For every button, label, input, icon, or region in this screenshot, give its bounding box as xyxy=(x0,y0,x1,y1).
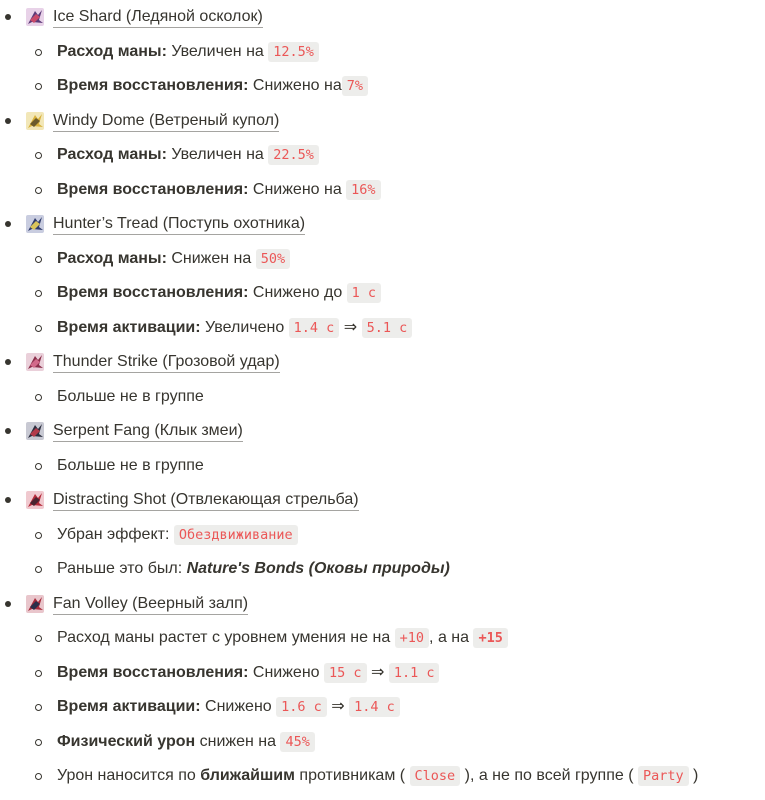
change-label: Время активации: xyxy=(57,318,201,336)
skill-item xyxy=(0,104,765,139)
bullet-circle xyxy=(35,635,42,642)
bullet-disc xyxy=(5,14,11,20)
bullet-disc xyxy=(5,118,11,124)
inline-code: 45% xyxy=(280,732,314,752)
skill-title-link[interactable]: Thunder Strike (Грозовой удар) xyxy=(53,352,280,373)
change-item xyxy=(0,656,765,691)
change-text xyxy=(57,180,381,200)
skill-item xyxy=(0,483,765,518)
change-text xyxy=(57,628,508,648)
change-text xyxy=(57,697,400,717)
change-value-text: Снижено на xyxy=(248,180,347,198)
change-value-text: , а на xyxy=(429,629,474,646)
change-item xyxy=(0,311,765,346)
change-text xyxy=(57,456,204,476)
change-text xyxy=(57,283,381,303)
change-label: Время восстановления: xyxy=(57,180,249,198)
change-value-text: Раньше это был: xyxy=(57,560,187,577)
change-item xyxy=(0,621,765,656)
bullet-circle xyxy=(35,670,42,677)
change-label: Время восстановления: xyxy=(57,284,249,301)
arrow-symbol: ⇒ xyxy=(339,318,362,336)
change-label: Время восстановления: xyxy=(57,77,249,94)
inline-code: 1.4 с xyxy=(289,318,340,338)
inline-code: 1 с xyxy=(347,283,381,303)
bullet-disc xyxy=(5,601,11,607)
change-value-text: Снижен на xyxy=(166,249,256,267)
change-text xyxy=(57,663,439,683)
bullet-circle xyxy=(35,187,42,194)
inline-code: 16% xyxy=(346,180,380,200)
bullet-circle xyxy=(35,532,42,539)
bullet-disc xyxy=(5,497,11,503)
change-label: Время восстановления: xyxy=(57,663,249,681)
inline-code: 1.6 с xyxy=(276,697,327,717)
change-label: Время активации: xyxy=(57,698,201,715)
change-text xyxy=(57,145,319,165)
skill-item xyxy=(0,0,765,35)
thunder-strike-icon xyxy=(26,353,44,371)
change-item xyxy=(0,690,765,725)
change-value-text: противникам ( xyxy=(294,767,410,784)
inline-code: 22.5% xyxy=(268,145,319,165)
skill-item xyxy=(0,345,765,380)
change-value-text: Убран эффект: xyxy=(57,525,174,543)
inline-code: 7% xyxy=(342,76,368,96)
windy-dome-icon xyxy=(26,112,44,130)
change-value-text: Больше не в группе xyxy=(57,387,204,405)
change-item xyxy=(0,380,765,415)
inline-code: 50% xyxy=(256,249,290,269)
change-text xyxy=(57,559,450,579)
bullet-circle xyxy=(35,463,42,470)
bullet-circle xyxy=(35,256,42,263)
skill-title-link[interactable]: Serpent Fang (Клык змеи) xyxy=(53,421,243,442)
bullet-circle xyxy=(35,773,42,780)
distracting-shot-icon xyxy=(26,491,44,509)
inline-code: Обездвиживание xyxy=(174,525,298,545)
change-text xyxy=(57,76,368,96)
inline-code: +10 xyxy=(395,628,429,648)
change-value-text: Снижено xyxy=(200,698,277,715)
bullet-circle xyxy=(35,704,42,711)
change-text xyxy=(57,318,412,338)
skill-item xyxy=(0,587,765,622)
skill-item xyxy=(0,414,765,449)
change-text xyxy=(57,249,290,269)
change-text xyxy=(57,732,315,752)
inline-code: Close xyxy=(410,766,461,786)
change-value-text: Увеличен на xyxy=(166,146,269,163)
italic-text: Nature's Bonds (Оковы природы) xyxy=(186,560,450,577)
bullet-disc xyxy=(5,428,11,434)
skill-title-link[interactable]: Distracting Shot (Отвлекающая стрельба) xyxy=(53,490,359,511)
change-item xyxy=(0,276,765,311)
change-item xyxy=(0,552,765,587)
bullet-disc xyxy=(5,221,11,227)
bullet-circle xyxy=(35,49,42,56)
skill-item xyxy=(0,207,765,242)
bullet-circle xyxy=(35,83,42,90)
skill-title-link[interactable]: Windy Dome (Ветреный купол) xyxy=(53,111,279,132)
change-item xyxy=(0,69,765,104)
arrow-symbol: ⇒ xyxy=(366,663,389,681)
inline-code: 1.1 с xyxy=(389,663,440,683)
fan-volley-icon xyxy=(26,595,44,613)
bullet-disc xyxy=(5,359,11,365)
serpent-fang-icon xyxy=(26,422,44,440)
bullet-circle xyxy=(35,325,42,332)
change-value-text: Расход маны растет с уровнем умения не на xyxy=(57,629,395,646)
bullet-circle xyxy=(35,739,42,746)
inline-code: +15 xyxy=(473,628,507,648)
change-value-text: Урон наносится по xyxy=(57,767,201,784)
change-value-text: Снижено xyxy=(248,663,324,681)
ice-shard-icon xyxy=(26,8,44,26)
bold-text: ближайшим xyxy=(200,767,295,784)
change-text xyxy=(57,525,298,545)
change-label: Расход маны: xyxy=(57,42,167,60)
change-value-text: ), а не по всей группе ( xyxy=(460,767,638,784)
hunters-tread-icon xyxy=(26,215,44,233)
change-value-text: Увеличен на xyxy=(166,42,269,60)
change-label: Физический урон xyxy=(57,732,196,750)
skill-title-link[interactable]: Fan Volley (Веерный залп) xyxy=(53,594,248,615)
change-text xyxy=(57,387,204,407)
change-value-text: Больше не в группе xyxy=(57,456,204,474)
change-value-text: снижен на xyxy=(195,732,281,750)
change-value-text: ) xyxy=(688,767,699,784)
change-item xyxy=(0,759,765,794)
arrow-symbol: ⇒ xyxy=(326,698,350,715)
change-text xyxy=(57,766,698,786)
change-label: Расход маны: xyxy=(57,249,167,267)
change-item xyxy=(0,242,765,277)
change-text xyxy=(57,42,319,62)
inline-code: 12.5% xyxy=(268,42,319,62)
change-item xyxy=(0,35,765,70)
change-item xyxy=(0,725,765,760)
skill-title-link[interactable]: Ice Shard (Ледяной осколок) xyxy=(53,7,263,28)
bullet-circle xyxy=(35,290,42,297)
inline-code: 1.4 с xyxy=(349,697,400,717)
change-value-text: Снижено до xyxy=(248,284,347,301)
bullet-circle xyxy=(35,566,42,573)
bullet-circle xyxy=(35,394,42,401)
change-item xyxy=(0,449,765,484)
skill-title-link[interactable]: Hunter’s Tread (Поступь охотника) xyxy=(53,214,305,235)
change-item xyxy=(0,173,765,208)
inline-code: 5.1 с xyxy=(362,318,413,338)
change-item xyxy=(0,138,765,173)
change-item xyxy=(0,518,765,553)
change-label: Расход маны: xyxy=(57,146,167,163)
bullet-circle xyxy=(35,152,42,159)
inline-code: Party xyxy=(638,766,689,786)
inline-code: 15 с xyxy=(324,663,367,683)
change-value-text: Увеличено xyxy=(200,318,289,336)
change-value-text: Снижено на xyxy=(248,77,342,94)
